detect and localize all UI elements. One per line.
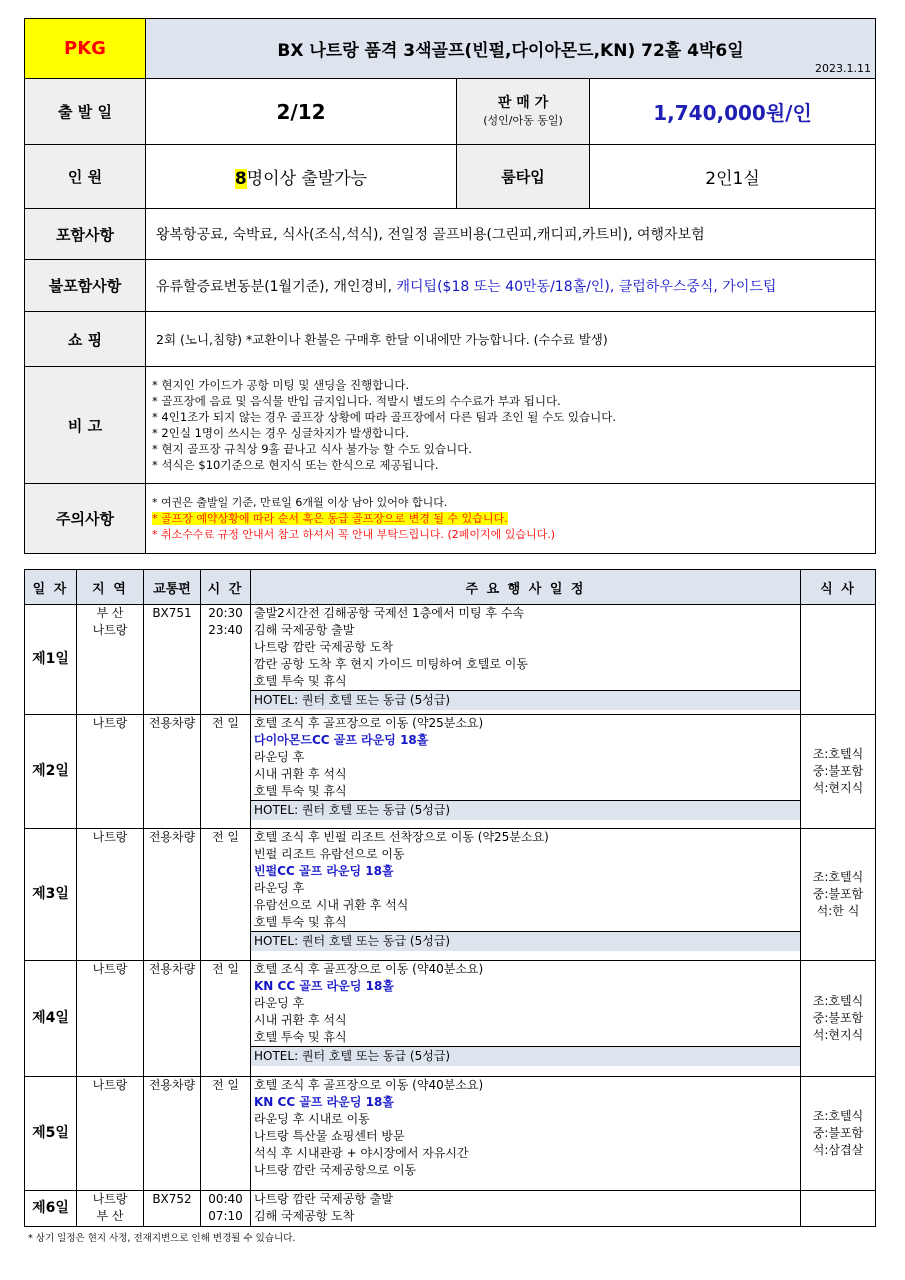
remarks-list — [146, 367, 876, 484]
itinerary-row — [25, 715, 876, 829]
schedule-line: 시내 귀환 후 석식 — [254, 1013, 347, 1027]
price-sub-label: (성인/아동 동일) — [483, 113, 563, 127]
caution-item: * 여권은 출발일 기준, 만료일 6개월 이상 남아 있어야 합니다. — [152, 495, 448, 509]
schedule-cell — [251, 1191, 801, 1227]
schedule-line: 시내 귀환 후 석식 — [254, 767, 347, 781]
remark-item: * 골프장에 음료 및 음식물 반입 금지입니다. 적발시 별도의 수수료가 부과 됩니다. — [152, 394, 561, 408]
golf-round-line: KN CC 골프 라운딩 18홀 — [254, 1095, 394, 1109]
caution-label: 주의사항 — [25, 484, 146, 554]
include-value: 왕복항공료, 숙박료, 식사(조식,석식), 전일정 골프비용(그린피,캐디피,카트비), 여행자보험 — [146, 209, 876, 260]
caution-list — [146, 484, 876, 554]
schedule-line: 유람선으로 시내 귀환 후 석식 — [254, 898, 409, 912]
people-min-number: 8 — [234, 169, 247, 189]
schedule-line: 나트랑 깜란 국제공항 출발 — [254, 1192, 393, 1206]
caution-item-highlight: * 골프장 예약상황에 따라 순서 혹은 동급 골프장으로 변경 될 수 있습니다. — [152, 511, 508, 525]
itinerary-body — [25, 605, 876, 1227]
meal-cell — [801, 1191, 876, 1227]
golf-round-line: 빈펄CC 골프 라운딩 18홀 — [254, 864, 394, 878]
departure-label: 출 발 일 — [25, 79, 146, 145]
schedule-cell — [251, 829, 801, 961]
room-type-value: 2인1실 — [590, 145, 876, 209]
schedule-line: 나트랑 깜란 국제공항으로 이동 — [254, 1163, 417, 1177]
itinerary-footnote: * 상기 일정은 현지 사정, 전재지변으로 인해 변경될 수 있습니다. — [28, 1233, 296, 1244]
remark-item: * 석식은 $10기준으로 현지식 또는 한식으로 제공됩니다. — [152, 458, 439, 472]
schedule-line: 김해 국제공항 도착 — [254, 1209, 355, 1223]
day-label: 제5일 — [25, 1077, 77, 1191]
meal-cell: 조:호텔식 중:불포함 석:현지식 — [801, 715, 876, 829]
golf-round-line: KN CC 골프 라운딩 18홀 — [254, 979, 394, 993]
day-label: 제4일 — [25, 961, 77, 1077]
schedule-line: 호텔 조식 후 골프장으로 이동 (약40분소요) — [254, 1078, 484, 1092]
remark-item: * 현지인 가이드가 공항 미팅 및 샌딩을 진행합니다. — [152, 378, 410, 392]
meal-cell — [801, 605, 876, 715]
exclude-tip-text: 캐디팁($18 또는 40만동/18홀/인), 클럽하우스중식, 가이드팁 — [396, 278, 777, 295]
caution-item-cancel: * 취소수수료 규정 안내서 참고 하셔서 꼭 안내 부탁드립니다. (2페이지에 있습니다.) — [152, 527, 556, 541]
hotel-line: HOTEL: 퀀터 호텔 또는 동급 (5성급) — [251, 800, 800, 820]
time: 20:30 23:40 — [201, 605, 251, 715]
region: 부 산 나트랑 — [77, 605, 144, 715]
col-meal: 식 사 — [801, 570, 876, 605]
region: 나트랑 — [77, 1077, 144, 1191]
schedule-line: 라운딩 후 — [254, 881, 305, 895]
region: 나트랑 부 산 — [77, 1191, 144, 1227]
itinerary-table — [24, 569, 876, 1227]
time: 전 일 — [201, 829, 251, 961]
schedule-cell — [251, 961, 801, 1077]
pkg-badge: PKG — [25, 19, 146, 79]
region: 나트랑 — [77, 829, 144, 961]
schedule-lines — [251, 715, 800, 800]
meal-cell: 조:호텔식 중:불포함 석:현지식 — [801, 961, 876, 1077]
tour-title: BX 나트랑 품격 3색골프(빈펄,다이아몬드,KN) 72홀 4박6일 — [277, 41, 744, 61]
transport: 전용차량 — [144, 961, 201, 1077]
time: 전 일 — [201, 1077, 251, 1191]
itinerary-row — [25, 829, 876, 961]
itinerary-row — [25, 1077, 876, 1191]
itinerary-row — [25, 1191, 876, 1227]
region: 나트랑 — [77, 715, 144, 829]
itinerary-row — [25, 961, 876, 1077]
transport: 전용차량 — [144, 715, 201, 829]
exclude-label: 불포함사항 — [25, 260, 146, 312]
transport: BX752 — [144, 1191, 201, 1227]
schedule-lines — [251, 829, 800, 931]
price-label: 판 매 가 — [497, 94, 549, 111]
schedule-line: 호텔 조식 후 골프장으로 이동 (약25분소요) — [254, 716, 484, 730]
hotel-line: HOTEL: 퀀터 호텔 또는 동급 (5성급) — [251, 931, 800, 951]
col-schedule: 주 요 행 사 일 정 — [251, 570, 801, 605]
exclude-value — [146, 260, 876, 312]
itinerary-row — [25, 605, 876, 715]
schedule-line: 나트랑 깜란 국제공항 도착 — [254, 640, 393, 654]
hotel-line: HOTEL: 퀀터 호텔 또는 동급 (5성급) — [251, 690, 800, 710]
remark-item: * 현지 골프장 규칙상 9홀 끝나고 식사 불가능 할 수도 있습니다. — [152, 442, 472, 456]
people-label: 인 원 — [25, 145, 146, 209]
departure-value: 2/12 — [146, 79, 457, 145]
schedule-line: 호텔 투숙 및 휴식 — [254, 674, 347, 688]
day-label: 제1일 — [25, 605, 77, 715]
col-day: 일 자 — [25, 570, 77, 605]
schedule-line: 석식 후 시내관광 + 야시장에서 자유시간 — [254, 1146, 469, 1160]
schedule-cell — [251, 715, 801, 829]
shopping-label: 쇼 핑 — [25, 312, 146, 367]
schedule-line: 라운딩 후 — [254, 996, 305, 1010]
schedule-line: 호텔 조식 후 골프장으로 이동 (약40분소요) — [254, 962, 484, 976]
summary-table — [24, 18, 876, 554]
people-text: 명이상 출발가능 — [246, 169, 368, 189]
hotel-line: HOTEL: 퀀터 호텔 또는 동급 (5성급) — [251, 1046, 800, 1066]
schedule-line: 라운딩 후 시내로 이동 — [254, 1112, 370, 1126]
schedule-line: 호텔 조식 후 빈펄 리조트 선착장으로 이동 (약25분소요) — [254, 830, 549, 844]
col-region: 지 역 — [77, 570, 144, 605]
document-date: 2023.1.11 — [815, 62, 872, 75]
schedule-line: 김해 국제공항 출발 — [254, 623, 355, 637]
transport: 전용차량 — [144, 829, 201, 961]
meal-cell: 조:호텔식 중:불포함 석:한 식 — [801, 829, 876, 961]
meal-cell: 조:호텔식 중:불포함 석:삼겹살 — [801, 1077, 876, 1191]
price-label-cell — [457, 79, 590, 145]
price-value: 1,740,000원/인 — [590, 79, 876, 145]
schedule-line: 나트랑 특산물 쇼핑센터 방문 — [254, 1129, 405, 1143]
remark-item: * 4인1조가 되지 않는 경우 골프장 상황에 따라 골프장에서 다른 팀과 조인 될 수도 있습니다. — [152, 410, 617, 424]
people-value — [146, 145, 457, 209]
region: 나트랑 — [77, 961, 144, 1077]
day-label: 제2일 — [25, 715, 77, 829]
schedule-line: 빈펄 리조트 유람선으로 이동 — [254, 847, 405, 861]
schedule-cell — [251, 1077, 801, 1191]
schedule-lines — [251, 605, 800, 690]
schedule-lines — [251, 1077, 800, 1179]
schedule-lines — [251, 1191, 800, 1225]
time: 전 일 — [201, 715, 251, 829]
col-transport: 교통편 — [144, 570, 201, 605]
schedule-line: 라운딩 후 — [254, 750, 305, 764]
room-type-label: 룸타입 — [457, 145, 590, 209]
remark-item: * 2인실 1명이 쓰시는 경우 싱글차지가 발생합니다. — [152, 426, 410, 440]
include-label: 포함사항 — [25, 209, 146, 260]
col-time: 시 간 — [201, 570, 251, 605]
schedule-line: 호텔 투숙 및 휴식 — [254, 1030, 347, 1044]
schedule-line: 출발2시간전 김해공항 국제선 1층에서 미팅 후 수속 — [254, 606, 524, 620]
schedule-line: 깜란 공항 도착 후 현지 가이드 미팅하여 호텔로 이동 — [254, 657, 528, 671]
transport: BX751 — [144, 605, 201, 715]
golf-round-line: 다이아몬드CC 골프 라운딩 18홀 — [254, 733, 429, 747]
shopping-value: 2회 (노니,침향) *교환이나 환불은 구매후 한달 이내에만 가능합니다. (수수료 발생) — [146, 312, 876, 367]
time: 전 일 — [201, 961, 251, 1077]
exclude-plain-text: 유류할증료변동분(1월기준), 개인경비, — [156, 278, 397, 295]
schedule-lines — [251, 961, 800, 1046]
tour-title-cell — [146, 19, 876, 79]
day-label: 제6일 — [25, 1191, 77, 1227]
day-label: 제3일 — [25, 829, 77, 961]
remarks-label: 비 고 — [25, 367, 146, 484]
schedule-line: 호텔 투숙 및 휴식 — [254, 784, 347, 798]
schedule-line: 호텔 투숙 및 휴식 — [254, 915, 347, 929]
transport: 전용차량 — [144, 1077, 201, 1191]
time: 00:40 07:10 — [201, 1191, 251, 1227]
schedule-cell — [251, 605, 801, 715]
